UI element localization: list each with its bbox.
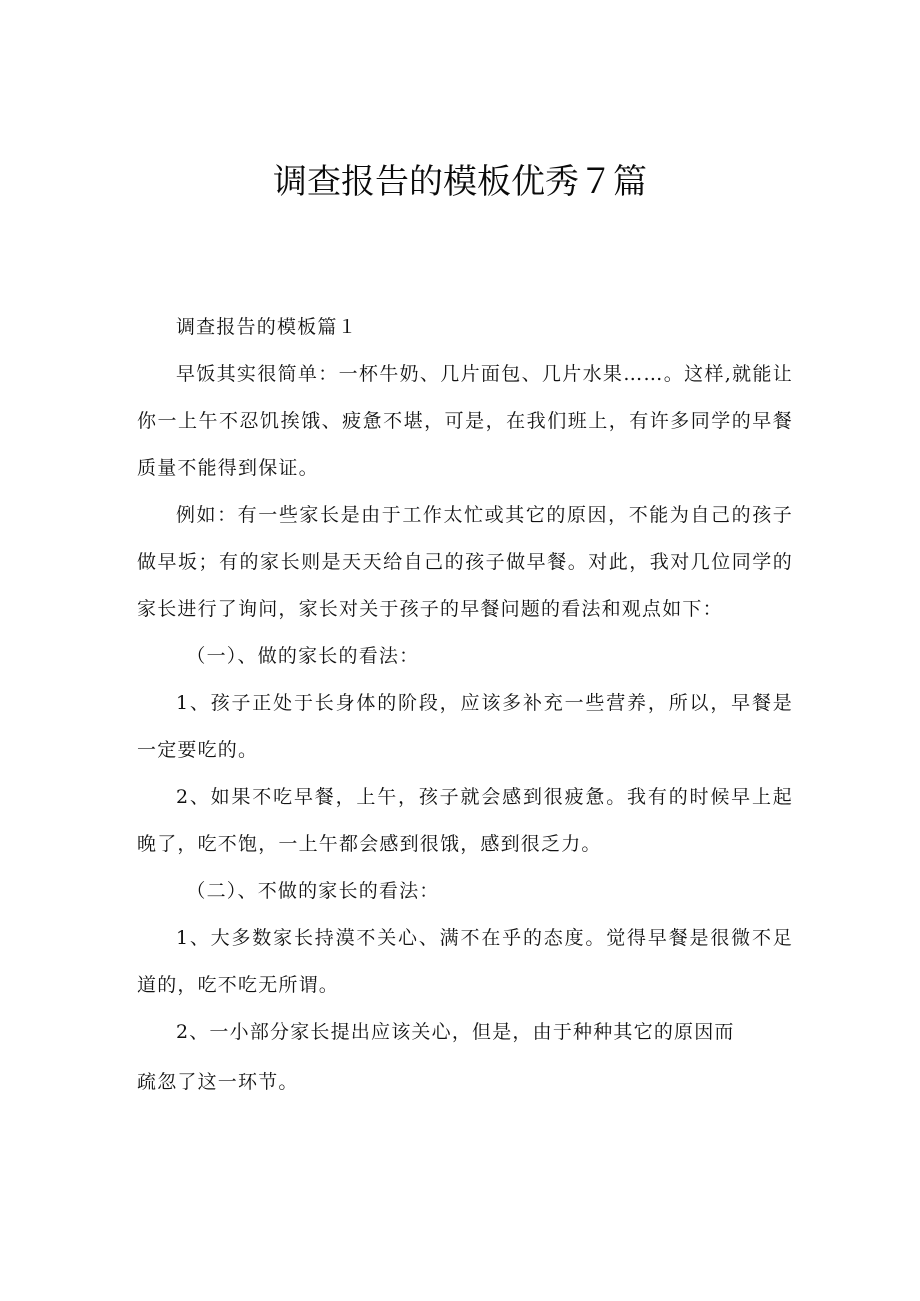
paragraph: 2、如果不吃早餐，上午，孩子就会感到很疲惫。我有的时候早上起晚了，吃不饱，一上午都会感到很饿，感到很乏力。 <box>137 786 793 855</box>
paragraph: 例如：有一些家长是由于工作太忙或其它的原因，不能为自己的孩子做早坂；有的家长则是天天给自己的孩子做早餐。对此，我对几位同学的家长进行了询问，家长对关于孩子的早餐问题的看法和观点如下： <box>137 504 793 620</box>
paragraph-continuation: 疏忽了这一环节。 <box>137 1071 299 1093</box>
subheading: （一）、做的家长的看法： <box>186 645 420 667</box>
section-heading: 调查报告的模板篇１ <box>175 316 358 338</box>
paragraph: 1、孩子正处于长身体的阶段，应该多补充一些营养，所以，早餐是一定要吃的。 <box>137 692 793 761</box>
document-body <box>137 304 793 1106</box>
paragraph: 1、大多数家长持漠不关心、满不在乎的态度。觉得早餐是很微不足道的，吃不吃无所谓。 <box>137 927 793 996</box>
paragraph: 早饭其实很简单：一杯牛奶、几片面包、几片水果……。这样,就能让你一上午不忍饥挨饿、疲惫不堪，可是，在我们班上，有许多同学的早餐质量不能得到保证。 <box>137 363 793 479</box>
paragraph: 2、一小部分家长提出应该关心，但是，由于种种其它的原因而 <box>175 1021 735 1043</box>
document-title: 调查报告的模板优秀７篇 <box>273 162 647 202</box>
subheading: （二）、不做的家长的看法： <box>186 880 440 902</box>
